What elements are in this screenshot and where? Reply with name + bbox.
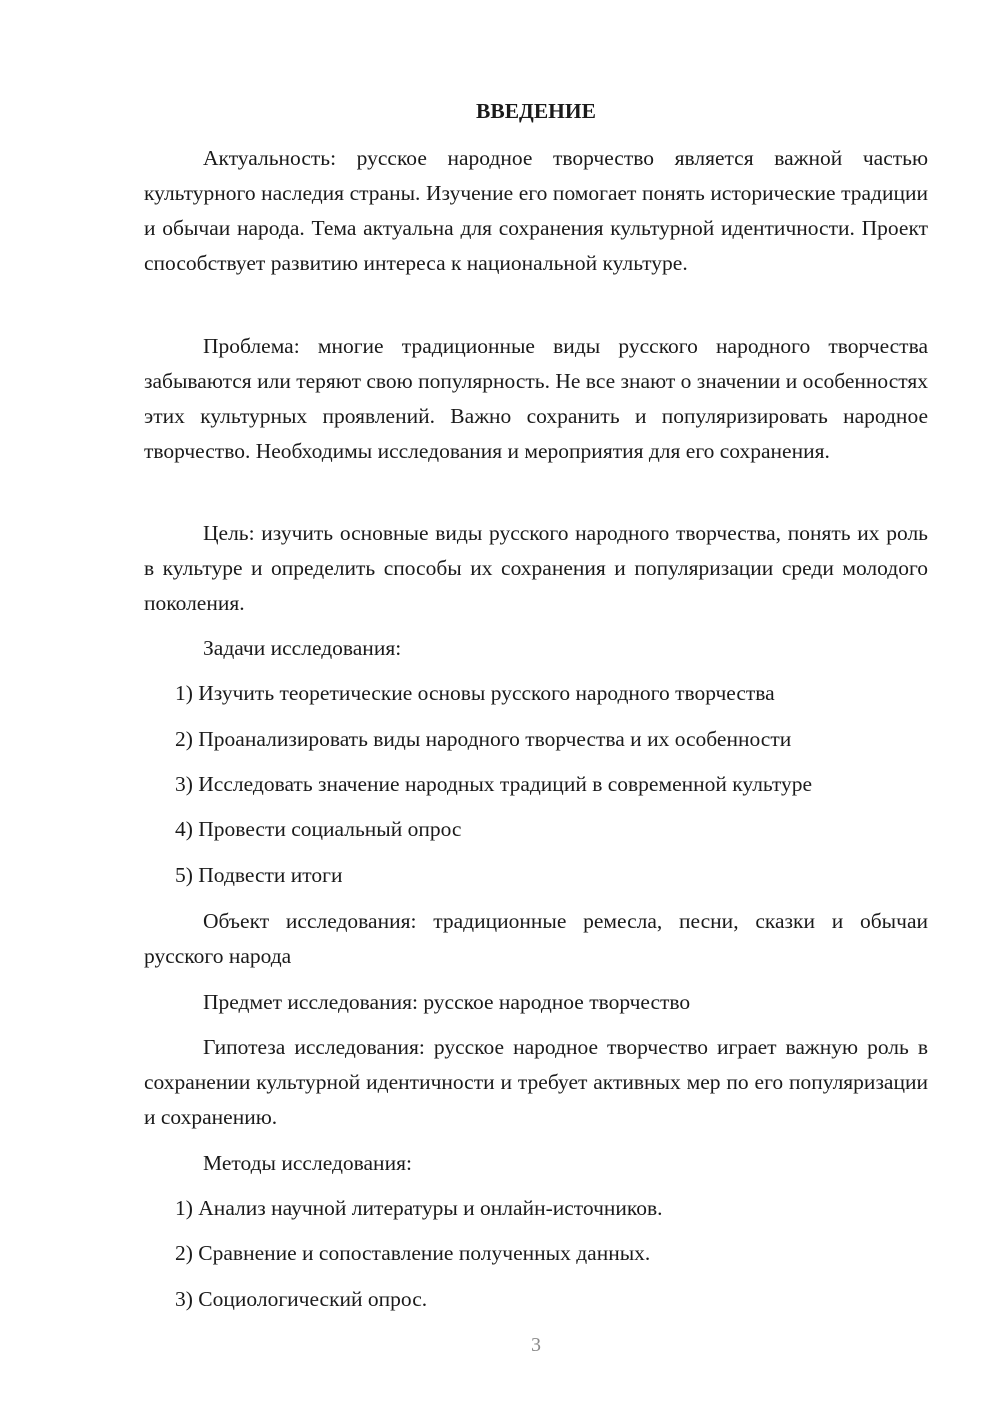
method-item: 3) Социологический опрос. (175, 1287, 428, 1311)
subject-paragraph: Предмет исследования: русское народное творчество (203, 990, 691, 1014)
problem-paragraph: Проблема: многие традиционные виды русского народного творчества забываются или теряют свою популярность. Не все знают о значении и особенностях этих культурных проявлений. Важно сохранить и популяризировать народное творчество. Необходимы исследования и мероприятия для его сохранения. (144, 334, 928, 463)
page-title: ВВЕДЕНИЕ (476, 99, 596, 123)
task-item: 3) Исследовать значение народных традиций в современной культуре (175, 772, 813, 796)
task-item: 4) Провести социальный опрос (175, 817, 462, 841)
method-item: 2) Сравнение и сопоставление полученных данных. (175, 1241, 651, 1265)
hypothesis-paragraph: Гипотеза исследования: русское народное творчество играет важную роль в сохранении культурной идентичности и требует активных мер по его популяризации и сохранению. (144, 1035, 928, 1129)
goal-paragraph: Цель: изучить основные виды русского народного творчества, понять их роль в культуре и определить способы их сохранения и популяризации среди молодого поколения. (144, 521, 928, 615)
relevance-paragraph: Актуальность: русское народное творчество является важной частью культурного наследия страны. Изучение его помогает понять исторические традиции и обычаи народа. Тема актуальна для сохранения культурной идентичности. Проект способствует развитию интереса к национальной культуре. (144, 146, 928, 275)
task-item: 1) Изучить теоретические основы русского народного творчества (175, 681, 775, 705)
task-item: 5) Подвести итоги (175, 863, 343, 887)
object-paragraph: Объект исследования: традиционные ремесла, песни, сказки и обычаи русского народа (144, 909, 928, 968)
method-item: 1) Анализ научной литературы и онлайн-источников. (175, 1196, 663, 1220)
page-number: 3 (531, 1334, 541, 1356)
methods-title: Методы исследования: (203, 1151, 412, 1175)
task-item: 2) Проанализировать виды народного творчества и их особенности (175, 727, 792, 751)
tasks-title: Задачи исследования: (203, 636, 402, 660)
